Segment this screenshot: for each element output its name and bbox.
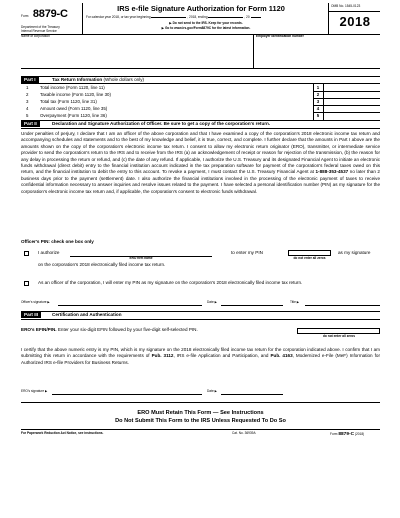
line-1-amount-field[interactable] [324,84,380,91]
retain-notice-line-1: ERO Must Retain This Form — See Instructions [137,410,264,416]
footer-form-year: (2018) [354,432,365,436]
officer-pin-caption-option-1: do not enter all zeros [293,256,326,260]
option-2-text: As an officer of the corporation, I will enter my PIN as my signature on the corporation's 2018 electronically filed income tax return. [38,280,303,285]
line-5-column-number: 5 [316,113,320,118]
calendar-year-text: For calendar year 2018, or tax year beginning [86,15,151,19]
part-3-title: Certification and Authentication [52,312,122,317]
part-2-title: Declaration and Signature Authorization of Officer. Be sure to get a copy of the corporation's return. [52,121,271,126]
line-1-number: 1 [26,85,29,90]
certification-text-2: , IRS e-file Application and Participation, and [173,353,269,359]
tax-year-end-field[interactable] [208,17,243,18]
ero-certification [21,347,380,366]
name-ein-divider [253,34,254,68]
footer-rule [21,429,380,430]
line-1-rule [313,91,380,92]
officer-title-field[interactable] [305,299,380,306]
header-bottom-rule [21,34,380,35]
header-divider-left [82,3,83,34]
retain-section-rule [21,402,380,403]
officer-enters-pin-checkbox[interactable] [24,281,29,286]
authorize-ero-checkbox[interactable] [24,251,29,256]
line-2-rule [313,98,380,99]
footer-form-prefix: Form [330,432,338,436]
instruction-do-not-send: ▶ Do not send to the IRS. Keep for your records. [169,21,243,25]
ero-date-label: Date ▶ [207,389,218,393]
paperwork-notice: For Paperwork Reduction Act Notice, see instructions. [21,431,104,435]
line-2-number: 2 [26,92,29,97]
certification-text-1: I certify that the above numeric entry is my PIN, which is my signature on the 2018 electronically filed income tax return for the corporation indicated above. I confirm that I am submitting this return in accordance with the requirements of [21,347,380,359]
part-1-label: Part I [21,77,39,83]
option-1-i-authorize: I authorize [38,250,60,255]
ero-efin-pin-row [21,327,198,333]
officer-title-label: Title ▶ [290,300,300,304]
ero-date-field[interactable] [221,388,283,395]
officer-signature-field[interactable] [58,299,202,306]
line-3-label: Total tax (Form 1120, line 31) [40,99,97,104]
calendar-year-mid: , 2018, ending [187,15,208,19]
part-1-title: Tax Return Information [52,77,103,82]
part-2-header-rule [21,128,380,129]
line-2-label: Taxable income (Form 1120, line 30) [40,92,111,97]
ero-efin-pin-caption: do not enter all zeros [322,334,356,338]
form-label: Form [21,14,29,18]
department-line-2: Internal Revenue Service [21,28,57,33]
part-2-label: Part II [21,121,40,127]
line-1-label: Total income (Form 1120, line 11) [40,85,105,90]
ero-firm-name-caption: ERO firm name [129,256,153,260]
ero-signature-label: ERO's signature ▶ [21,389,48,393]
officer-declaration [21,131,380,195]
ein-label: Employer identification number [256,34,304,38]
header-divider-right [328,3,329,34]
catalog-number: Cat. No. 36939A [232,431,256,435]
tax-year: 2018 [339,14,371,29]
form-title: IRS e-file Signature Authorization for Form 1120 [117,4,285,13]
declaration-text-1: Under penalties of perjury, I declare that I am an officer of the above corporation and that I have examined a copy of the corporation's 2018 electronic income tax return and accompanying schedules and statements and to the best of my knowledge and belief, it is true, correct, and complete. I further declare that the amounts in Part I above are the amounts shown on the copy of the corporation's electronic income tax return. I consent to allow my electronic return originator (ERO), transmitter, or intermediate service provider to send the corporation's return to the IRS and to receive from the IRS (a) an acknowledgement of receipt or reason for rejection of the transmission, (b) the reason for any delay in processing the return or refund, and (c) the date of any refund. If applicable, I authorize the U.S. Treasury and its designated Financial Agent to initiate an electronic funds withdrawal (direct debit) entry to the financial institution account indicated in the tax preparation software for payment of the corporation's federal taxes owed on this return, and the financial institution to debit the entry to this account. To revoke a payment, I must contact the U.S. Treasury Financial Agent at [21,131,380,175]
part-3-label: Part III [21,312,41,318]
line-2-column-number: 2 [316,92,320,97]
name-row-bottom-rule [21,68,380,69]
officer-pin-heading: Officer's PIN: check one box only [21,239,94,244]
line-5-label: Overpayment (Form 1120, line 36) [40,113,107,118]
calendar-year-line [86,16,326,20]
option-1-as-signature: as my signature [338,250,371,255]
footer-form-id [330,432,364,438]
officer-date-label: Date ▶ [207,300,218,304]
option-1-trailing-text: on the corporation's 2018 electronically filed income tax return. [38,262,166,267]
form-number: 8879-C [32,8,68,20]
line-5-number: 5 [26,113,29,118]
ero-efin-pin-instruction: Enter your six-digit EFIN followed by your five-digit self-selected PIN. [57,327,198,332]
officer-date-field[interactable] [221,299,283,306]
line-4-column-number: 4 [316,106,320,111]
retain-notice-line-2: Do Not Submit This Form to the IRS Unless Requested To Do So [115,418,286,424]
line-4-number: 4 [26,106,29,111]
form-id-block [21,4,77,22]
line-3-amount-field[interactable] [324,98,380,105]
option-1-enter-pin-text: to enter my PIN [231,250,263,255]
part-1-title-note: (Whole dollars only) [103,77,145,82]
calendar-year-end: , 20 [244,15,250,19]
department-line-1: Department of the Treasury [21,25,60,29]
line-3-number: 3 [26,99,29,104]
officer-signature-label: Officer's signature ▶ [21,300,50,304]
corporation-name-label: Name of corporation [21,34,50,38]
ein-field[interactable] [256,39,380,67]
corporation-name-field[interactable] [21,39,253,67]
footer-form-number: 8879-C [338,432,355,437]
omb-divider [328,11,380,12]
omb-number: OMB No. 1545-0123 [331,4,361,8]
part-3-header-rule [21,319,380,320]
line-3-column-number: 3 [316,99,320,104]
part-1-top-rule [21,76,380,77]
certification-text-3: , Modernized e-File (MeF) Information for Authorized IRS e-file Providers for Business Returns. [21,353,380,365]
pub-4163-ref: Pub. 4163 [270,353,293,359]
instruction-go-to: ▶ Go to www.irs.gov/Form8879C for the latest information. [161,26,251,30]
department-label [21,26,81,33]
line-5-amount-field[interactable] [324,112,380,119]
tax-year-end-year-field[interactable] [251,17,261,18]
pub-3112-ref: Pub. 3112 [151,353,174,359]
line-3-rule [313,105,380,106]
ero-signature-field[interactable] [52,388,202,395]
line-4-label: Amount owed (Form 1120, line 35) [40,106,108,111]
line-4-amount-field[interactable] [324,105,380,112]
line-1-column-number: 1 [316,85,320,90]
line-2-amount-field[interactable] [324,91,380,98]
ero-efin-pin-label: ERO's EFIN/PIN. [21,327,57,332]
line-4-rule [313,112,380,113]
financial-agent-phone: 1-888-353-4537 [315,169,349,175]
declaration-text-2: no later than 2 business days prior to the payment (settlement) date. I also authorize the financial institutions involved in the processing of the electronic payment of taxes to receive confidential information necessary to answer inquiries and resolve issues related to the payment. I have selected a personal identification number (PIN) as my signature for the corporation's electronic income tax return and, if applicable, the corporation's consent to electronic funds withdrawal. [21,169,380,194]
tax-year-begin-field[interactable] [151,17,186,18]
